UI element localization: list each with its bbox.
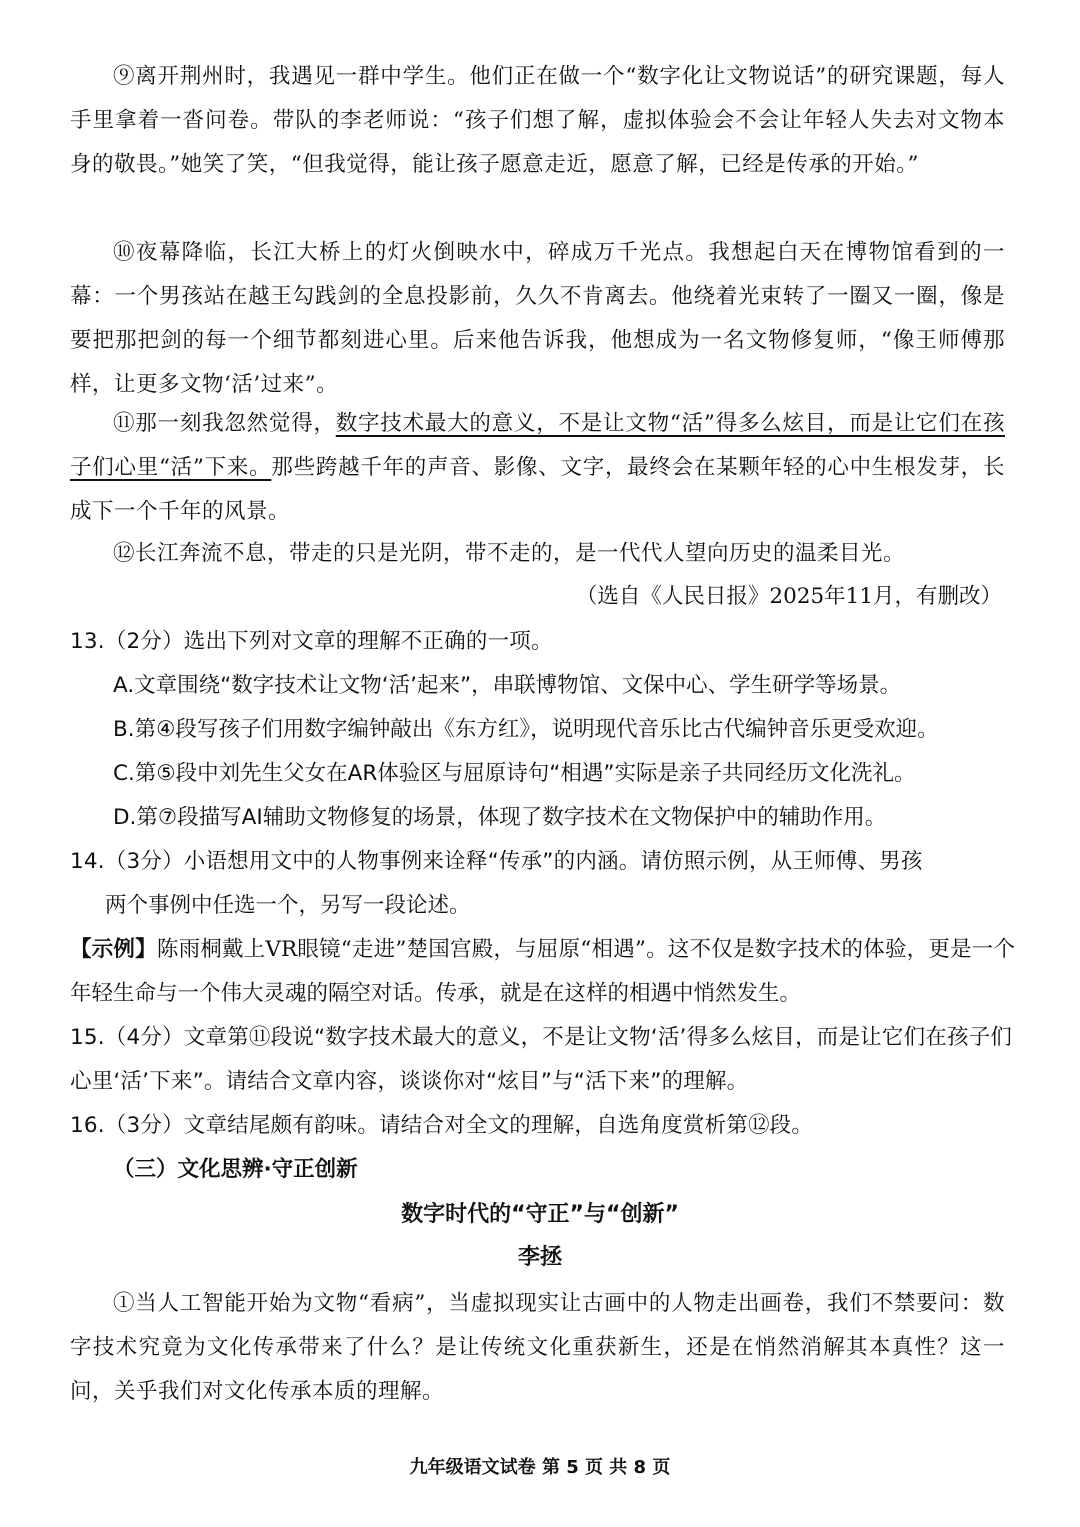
essay-author: 李拯 — [517, 1245, 562, 1270]
paragraph-11 — [70, 402, 1005, 534]
question-13-option-b: B.第④段写孩子们用数字编钟敲出《东方红》，说明现代音乐比古代编钟音乐更受欢迎。 — [113, 717, 939, 742]
question-13-option-c: C.第⑤段中刘先生父女在AR体验区与屈原诗句“相遇”实际是亲子共同经历文化洗礼。 — [113, 761, 916, 786]
paragraph-10: ⑩夜幕降临，长江大桥上的灯火倒映水中，碎成万千光点。我想起白天在博物馆看到的一幕：一个男孩站在越王勾践剑的全息投影前，久久不肯离去。他绕着光束转了一圈又一圈，像是要把那把剑的每一个细节都刻进心里。后来他告诉我，他想成为一名文物修复师，“像王师傅那样，让更多文物‘活’过来”。 — [70, 240, 1005, 397]
paragraph-12: ⑫长江奔流不息，带走的只是光阴，带不走的，是一代代人望向历史的温柔目光。 — [113, 541, 906, 566]
example-text: 陈雨桐戴上VR眼镜“走进”楚国宫殿，与屈原“相遇”。这不仅是数字技术的体验，更是一个年轻生命与一个伟大灵魂的隔空对话。传承，就是在这样的相遇中悄然发生。 — [70, 937, 1015, 1006]
page-footer: 九年级语文试卷 第 5 页 共 8 页 — [409, 1457, 671, 1478]
section-heading: （三）文化思辨·守正创新 — [113, 1157, 358, 1182]
underlined-sentence: 数字技术最大的意义，不是让文物“活”得多么炫目，而是让它们在孩子们心里“活”下来。 — [70, 411, 1005, 480]
question-16: 16.（3分）文章结尾颇有韵味。请结合对全文的理解，自选角度赏析第⑫段。 — [70, 1113, 814, 1138]
question-13: 13.（2分）选出下列对文章的理解不正确的一项。 — [70, 629, 553, 654]
example-tag: 【示例】 — [70, 937, 157, 962]
question-13-option-d: D.第⑦段描写AI辅助文物修复的场景，体现了数字技术在文物保护中的辅助作用。 — [113, 805, 887, 830]
essay-title: 数字时代的“守正”与“创新” — [401, 1202, 679, 1227]
question-14-continued: 两个事例中任选一个，另写一段论述。 — [105, 893, 471, 918]
question-15: 15.（4分）文章第⑪段说“数字技术最大的意义，不是让文物‘活’得多么炫目，而是让它们在孩子们心里‘活’下来”。请结合文章内容，谈谈你对“炫目”与“活下来”的理解。 — [70, 1025, 1013, 1094]
paragraph-11-tail: 那些跨越千年的声音、影像、文字，最终会在某颗年轻的心中生根发芽，长成下一个千年的风景。 — [70, 455, 1005, 524]
example-paragraph — [70, 928, 1015, 1016]
paragraph-11-lead: ⑪那一刻我忽然觉得， — [113, 411, 336, 436]
essay-paragraph-1: ①当人工智能开始为文物“看病”，当虚拟现实让古画中的人物走出画卷，我们不禁要问：数字技术究竟为文化传承带来了什么？是让传统文化重获新生，还是在悄然消解其本真性？这一问，关乎我们对文化传承本质的理解。 — [70, 1291, 1005, 1404]
question-14: 14.（3分）小语想用文中的人物事例来诠释“传承”的内涵。请仿照示例，从王师傅、男孩 — [70, 849, 923, 874]
paragraph-9: ⑨离开荆州时，我遇见一群中学生。他们正在做一个“数字化让文物说话”的研究课题，每人手里拿着一沓问卷。带队的李老师说：“孩子们想了解，虚拟体验会不会让年轻人失去对文物本身的敬畏。”她笑了笑，“但我觉得，能让孩子愿意走近，愿意了解，已经是传承的开始。” — [70, 64, 1005, 177]
source-citation: （选自《人民日报》2025年11月，有删改） — [575, 584, 1002, 609]
question-13-option-a: A.文章围绕“数字技术让文物‘活’起来”，串联博物馆、文保中心、学生研学等场景。 — [113, 673, 902, 698]
